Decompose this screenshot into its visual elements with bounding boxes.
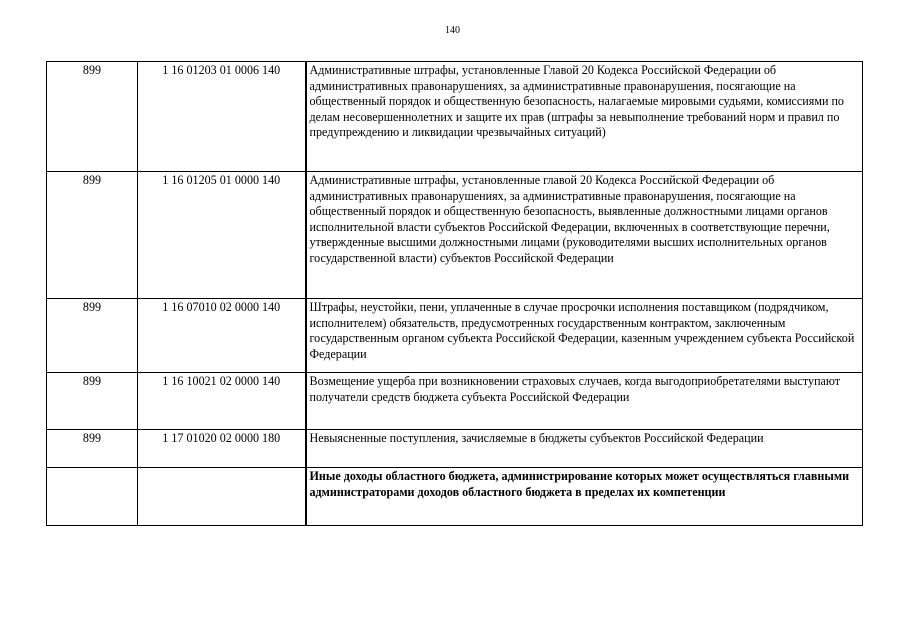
page-number: 140: [445, 25, 460, 36]
admin-code-cell: 899: [47, 430, 138, 468]
income-name-cell: Штрафы, неустойки, пени, уплаченные в случае просрочки исполнения поставщиком (подрядчиком, исполнителем) обязательств, предусмотренных государственным контрактом, заключенным государственным органом субъекта Российской Федерации, казенным учреждением субъекта Российской Федерации: [306, 299, 863, 373]
income-name-cell: Административные штрафы, установленные Главой 20 Кодекса Российской Федерации об административных правонарушениях, за административные правонарушения, посягающие на общественный порядок и общественную безопасность, налагаемые мировыми судьями, комиссиями по делам несовершеннолетних и защите их прав (штрафы за невыполнение требований норм и правил по предупреждению и ликвидации чрезвычайных ситуаций): [306, 62, 863, 172]
admin-code-cell: 899: [47, 62, 138, 172]
income-code-cell: 1 16 10021 02 0000 140: [138, 373, 306, 430]
income-name-cell: Административные штрафы, установленные главой 20 Кодекса Российской Федерации об административных правонарушениях, за административные правонарушения, посягающие на общественный порядок и общественную безопасность, выявленные должностными лицами органов исполнительной власти субъектов Российской Федерации, включенных в соответствующие перечни, утвержденные высшими должностными лицами (руководителями высших исполнительных органов государственной власти) субъектов Российской Федерации: [306, 172, 863, 299]
income-code-cell: 1 17 01020 02 0000 180: [138, 430, 306, 468]
table-row: [47, 430, 863, 468]
income-code-cell: 1 16 01203 01 0006 140: [138, 62, 306, 172]
income-code-cell: 1 16 07010 02 0000 140: [138, 299, 306, 373]
admin-code-cell: 899: [47, 172, 138, 299]
income-code-cell: [138, 468, 306, 526]
admin-code-cell: 899: [47, 299, 138, 373]
table-row: [47, 62, 863, 172]
income-name-cell: Возмещение ущерба при возникновении страховых случаев, когда выгодоприобретателями выступают получатели средств бюджета субъекта Российской Федерации: [306, 373, 863, 430]
table-row: [47, 373, 863, 430]
table-row: [47, 172, 863, 299]
table-row: [47, 468, 863, 526]
income-code-cell: 1 16 01205 01 0000 140: [138, 172, 306, 299]
revenue-table: [46, 61, 863, 526]
income-name-cell: Невыясненные поступления, зачисляемые в бюджеты субъектов Российской Федерации: [306, 430, 863, 468]
table-row: [47, 299, 863, 373]
admin-code-cell: 899: [47, 373, 138, 430]
income-name-cell: Иные доходы областного бюджета, администрирование которых может осуществляться главными администраторами доходов областного бюджета в пределах их компетенции: [306, 468, 863, 526]
admin-code-cell: [47, 468, 138, 526]
